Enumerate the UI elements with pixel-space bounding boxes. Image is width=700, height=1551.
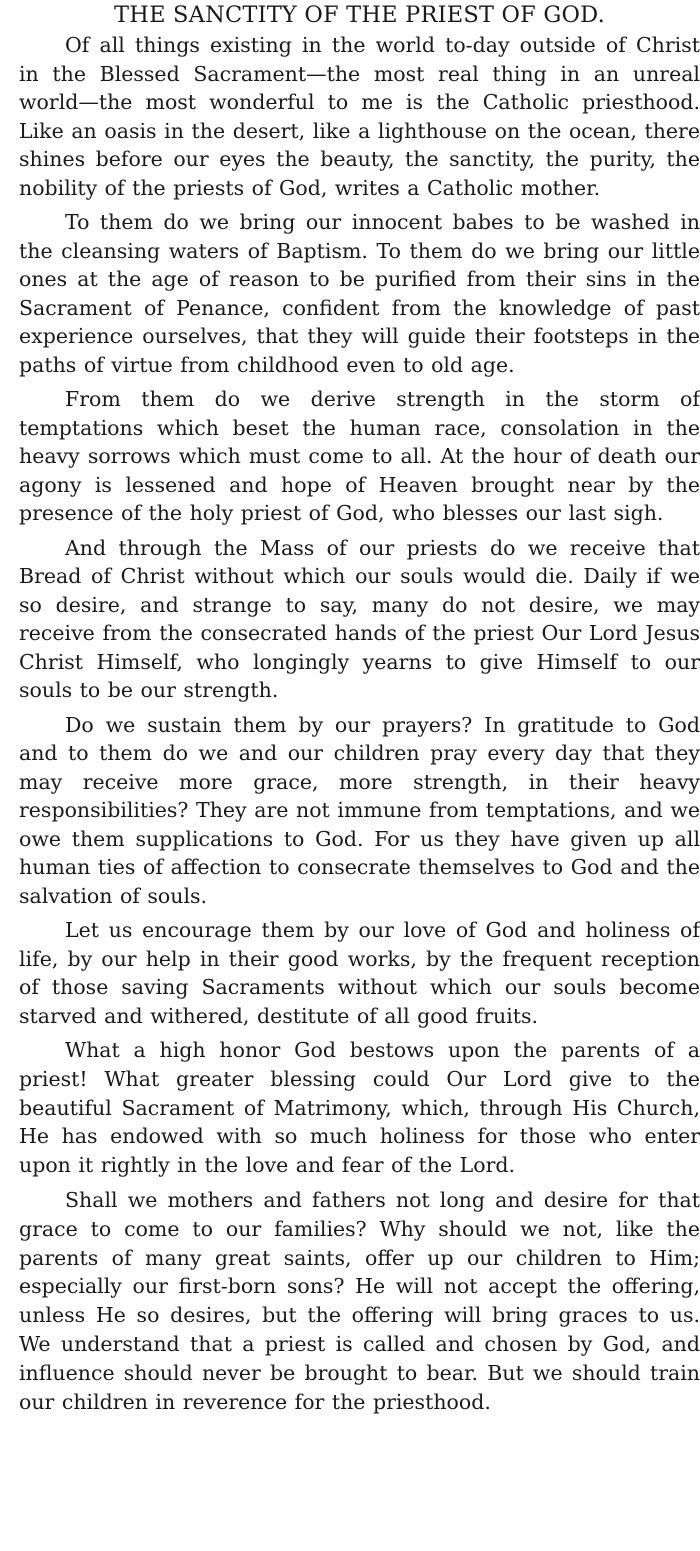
- paragraph-prayers: Do we sustain them by our prayers? In gratitude to God and to them do we and our children pray every day that they may receive more grace, more strength, in their heavy responsibilities? They are not immune from temptations, and we owe them supplications to God. For us they have given up all human ties of affection to consecrate themselves to God and the salvation of souls.: [19, 712, 700, 908]
- paragraph-parents-honor: What a high honor God bestows upon the parents of a priest! What greater blessing could Our Lord give to the beautiful Sacrament of Matrimony, which, through His Church, He has endowed with so much holiness for those who enter upon it rightly in the love and fear of the Lord.: [19, 1038, 700, 1178]
- paragraph-priesthood-intro: Of all things existing in the world to-day outside of Christ in the Blessed Sacrament—the most real thing in an unreal world—the most wonderful to me is the Catholic priesthood. Like an oasis in the desert, like a lighthouse on the ocean, there shines before our eyes the beauty, the sanctity, the purity, the nobility of the priests of God, writes a Catholic mother.: [19, 33, 700, 200]
- paragraph-vocation: Shall we mothers and fathers not long and desire for that grace to come to our families? Why should we not, like the parents of many great saints, offer up our children to Him; especially our first-born sons? He will not accept the offering, unless He so desires, but the offering will bring graces to us. We understand that a priest is called and chosen by God, and influence should never be brought to bear. But we should train our children in reverence for the priesthood.: [19, 1187, 700, 1414]
- paragraph-strength-consolation: From them do we derive strength in the storm of temptations which beset the human race, consolation in the heavy sorrows which must come to all. At the hour of death our agony is lessened and hope of Heaven brought near by the presence of the holy priest of God, who blesses our last sigh.: [19, 387, 700, 525]
- article-title: THE SANCTITY OF THE PRIEST OF GOD.: [114, 2, 605, 28]
- paragraph-encouragement: Let us encourage them by our love of God and holiness of life, by our help in their good works, by the frequent reception of those saving Sacraments without which our souls become starved and withered, destitute of all good fruits.: [19, 918, 700, 1028]
- paragraph-baptism-penance: To them do we bring our innocent babes to be washed in the cleansing waters of Baptism. To them do we bring our little ones at the age of reason to be purified from their sins in the Sacrament of Penance, confident from the knowledge of past experience ourselves, that they will guide their footsteps in the paths of virtue from childhood even to old age.: [19, 210, 700, 377]
- paragraph-mass-eucharist: And through the Mass of our priests do we receive that Bread of Christ without which our souls would die. Daily if we so desire, and strange to say, many do not desire, we may receive from the consecrated hands of the priest Our Lord Jesus Christ Himself, who longingly yearns to give Himself to our souls to be our strength.: [19, 535, 700, 702]
